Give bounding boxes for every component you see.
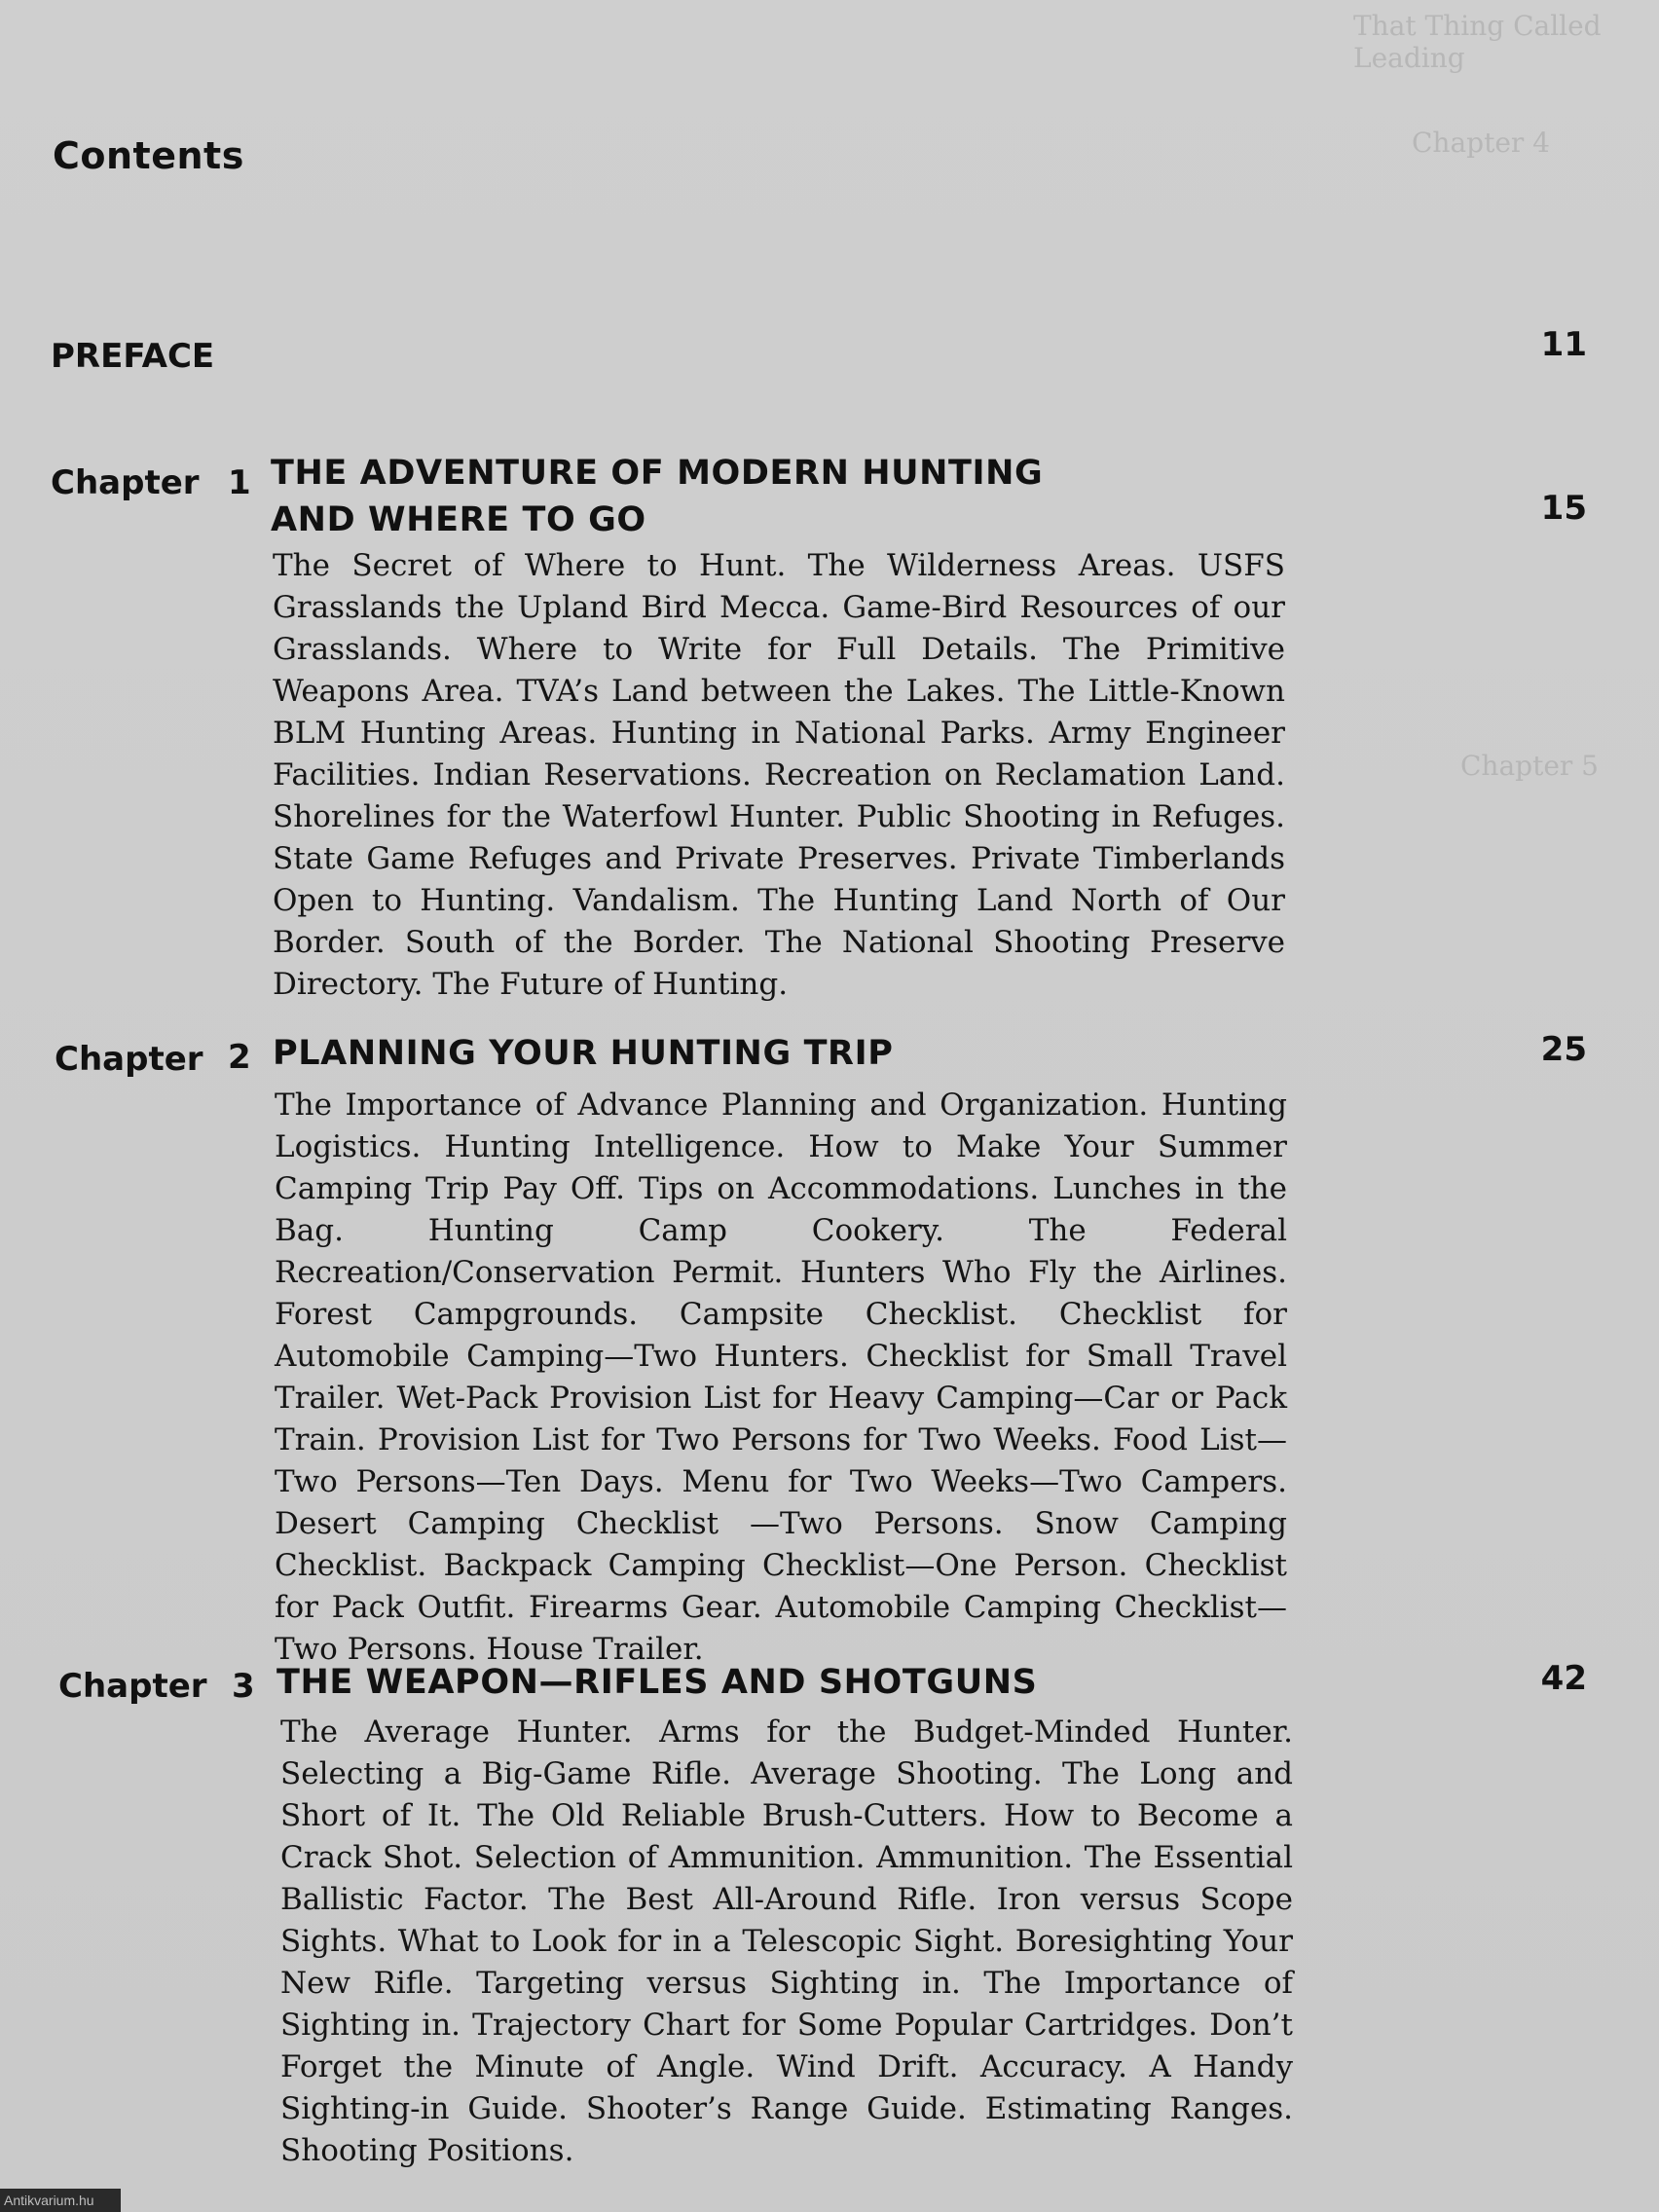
chapter-label: Chapter bbox=[51, 463, 200, 502]
chapter-page-number: 25 bbox=[1540, 1030, 1587, 1069]
show-through-text: Chapter 5 bbox=[1460, 750, 1599, 782]
chapter-title-line: PLANNING YOUR HUNTING TRIP bbox=[273, 1034, 894, 1073]
chapter-description: The Average Hunter. Arms for the Budget-Minded Hunter. Selecting a Big-Game Rifle. Average Shooting. The Long and Short of It. The Old Reliable Brush-Cutters. How to Become a Crack Shot. Selection of Ammunition. Ammunition. The Essential Ballistic Factor. The Best All-Around Rifle. Iron versus Scope Sights. What to Look for in a Telescopic Sight. Boresighting Your New Rifle. Targeting versus Sighting in. The Importance of Sighting in. Trajectory Chart for Some Popular Cartridges. Don’t Forget the Minute of Angle. Wind Drift. Accuracy. A Handy Sighting-in Guide. Shooter’s Range Guide. Estimating Ranges. Shooting Positions. bbox=[280, 1714, 1293, 2168]
chapter-label: Chapter bbox=[55, 1040, 203, 1079]
show-through-text: Chapter 4 bbox=[1412, 127, 1550, 159]
chapter-number: 3 bbox=[232, 1667, 255, 1706]
chapter-number: 1 bbox=[228, 463, 251, 502]
chapter-title-line: THE ADVENTURE OF MODERN HUNTING bbox=[271, 454, 1044, 493]
chapter-number: 2 bbox=[228, 1038, 251, 1077]
chapter-description: The Importance of Advance Planning and Organization. Hunting Logistics. Hunting Intelligence. How to Make Your Summer Camping Trip Pay Off. Tips on Accommodations. Lunches in the Bag. Hunting Camp Cookery. The Federal Recreation/Conservation Permit. Hunters Who Fly the Airlines. Forest Campgrounds. Campsite Checklist. Checklist for Automobile Camping—Two Hunters. Checklist for Small Travel Trailer. Wet-Pack Provision List for Heavy Camping—Car or Pack Train. Provision List for Two Persons for Two Weeks. Food List—Two Persons—Ten Days. Menu for Two Weeks—Two Campers. Desert Camping Checklist —Two Persons. Snow Camping Checklist. Backpack Camping Checklist—One Person. Checklist for Pack Outfit. Firearms Gear. Automobile Camping Checklist—Two Persons. House Trailer. bbox=[275, 1088, 1287, 1667]
chapter-description: The Secret of Where to Hunt. The Wilderness Areas. USFS Grasslands the Upland Bird Mecca. Game-Bird Resources of our Grasslands. Where to Write for Full Details. The Primitive Weapons Area. TVA’s Land between the Lakes. The Little-Known BLM Hunting Areas. Hunting in National Parks. Army Engineer Facilities. Indian Reservations. Recreation on Reclamation Land. Shorelines for the Waterfowl Hunter. Public Shooting in Refuges. State Game Refuges and Private Preserves. Private Timberlands Open to Hunting. Vandalism. The Hunting Land North of Our Border. South of the Border. The National Shooting Preserve Directory. The Future of Hunting. bbox=[273, 548, 1285, 1002]
chapter-title-line: AND WHERE TO GO bbox=[271, 500, 646, 539]
chapter-title bbox=[276, 1659, 1037, 1706]
chapter-title bbox=[271, 450, 1043, 543]
chapter-label: Chapter bbox=[58, 1667, 207, 1706]
watermark-text: Antikvarium.hu bbox=[0, 2189, 121, 2212]
chapter-page-number: 15 bbox=[1540, 489, 1587, 528]
preface-page-number: 11 bbox=[1540, 325, 1587, 364]
chapter-title-line: THE WEAPON—RIFLES AND SHOTGUNS bbox=[276, 1663, 1038, 1702]
page-title: Contents bbox=[53, 134, 244, 177]
preface-label: PREFACE bbox=[51, 337, 215, 376]
chapter-title bbox=[273, 1030, 893, 1077]
show-through-text: That Thing Called Leading bbox=[1353, 10, 1602, 74]
chapter-page-number: 42 bbox=[1540, 1659, 1587, 1698]
